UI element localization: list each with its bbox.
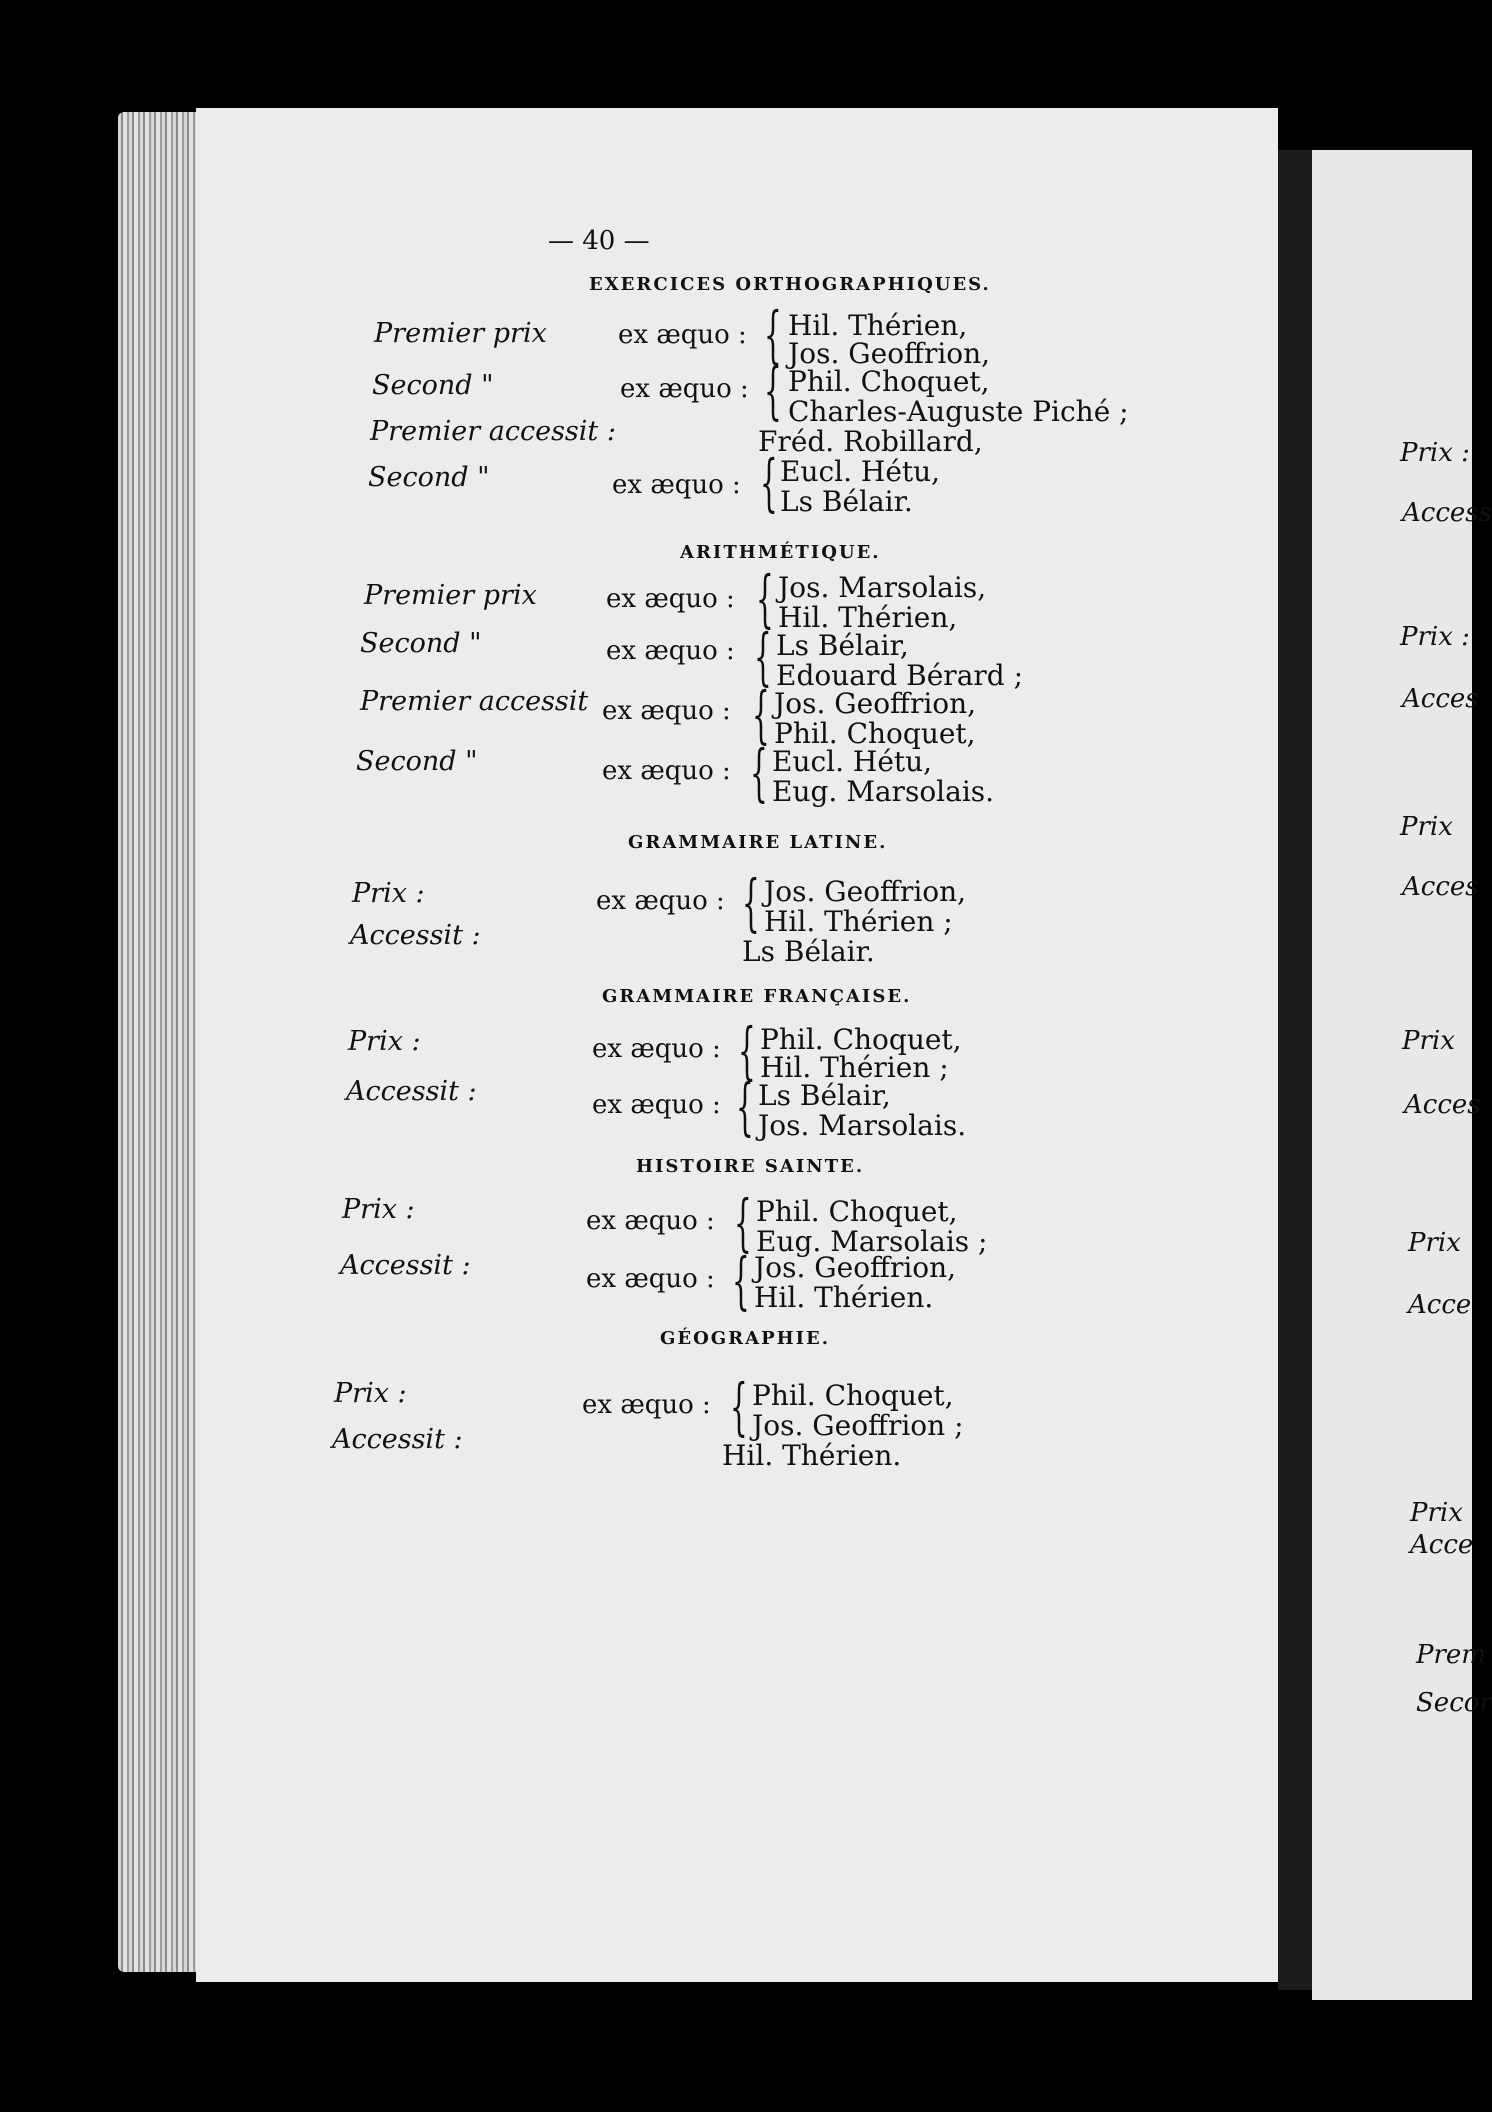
facing-page xyxy=(1312,150,1492,2000)
book-page xyxy=(196,108,1278,1982)
brace: { xyxy=(756,562,774,635)
name: Jos. Geoffrion, xyxy=(754,1251,957,1284)
name: Hil. Thérien. xyxy=(754,1281,934,1314)
name: Hil. Thérien. xyxy=(722,1439,902,1472)
facing-page-fragment: Prix : xyxy=(1400,622,1470,652)
section-heading: GÉOGRAPHIE. xyxy=(660,1328,831,1349)
ex-aequo-text: ex æquo : xyxy=(582,1390,711,1420)
ex-aequo-text: ex æquo : xyxy=(606,636,735,666)
row-label: Second " xyxy=(360,628,482,659)
name: Jos. Geoffrion ; xyxy=(752,1409,964,1442)
brace: { xyxy=(742,866,760,939)
name: Fréd. Robillard, xyxy=(758,425,983,458)
brace: { xyxy=(752,678,770,751)
facing-page-fragment: Prem xyxy=(1416,1640,1486,1670)
brace: { xyxy=(736,1070,754,1143)
row-label: Prix : xyxy=(342,1194,415,1225)
ex-aequo-text: ex æquo : xyxy=(606,584,735,614)
brace: { xyxy=(730,1370,748,1443)
name: Eug. Marsolais ; xyxy=(756,1225,988,1258)
ex-aequo-text: ex æquo : xyxy=(596,886,725,916)
facing-page-fragment: Acces xyxy=(1402,684,1479,714)
name: Hil. Thérien ; xyxy=(764,905,953,938)
brace: { xyxy=(732,1244,750,1317)
row-label: Premier accessit : xyxy=(370,416,616,447)
section-heading: ARITHMÉTIQUE. xyxy=(680,542,881,563)
brace: { xyxy=(738,1014,756,1087)
name: Jos. Geoffrion, xyxy=(764,875,967,908)
row-label: Premier prix xyxy=(364,580,537,611)
facing-page-fragment: Prix xyxy=(1400,812,1453,842)
page-number: — 40 — xyxy=(548,226,650,256)
ex-aequo-text: ex æquo : xyxy=(612,470,741,500)
section-heading: EXERCICES ORTHOGRAPHIQUES. xyxy=(589,274,991,295)
ex-aequo-text: ex æquo : xyxy=(586,1206,715,1236)
name: Jos. Geoffrion, xyxy=(788,337,991,370)
name: Edouard Bérard ; xyxy=(776,659,1024,692)
facing-page-fragment: Secor xyxy=(1416,1688,1492,1718)
facing-page-fragment: Acce xyxy=(1408,1290,1472,1320)
name: Charles-Auguste Piché ; xyxy=(788,395,1129,428)
facing-page-fragment: Prix xyxy=(1410,1498,1463,1528)
row-label: Accessit : xyxy=(350,920,481,951)
book-gutter xyxy=(1278,150,1312,1990)
name: Eucl. Hétu, xyxy=(772,745,933,778)
row-label: Prix : xyxy=(348,1026,421,1057)
name: Ls Bélair. xyxy=(780,485,913,518)
facing-page-fragment: Acces xyxy=(1402,872,1479,902)
row-label: Accessit : xyxy=(332,1424,463,1455)
row-label: Second " xyxy=(372,370,494,401)
ex-aequo-text: ex æquo : xyxy=(602,756,731,786)
row-label: Second " xyxy=(368,462,490,493)
brace: { xyxy=(750,736,768,809)
section-heading: GRAMMAIRE FRANÇAISE. xyxy=(602,986,912,1007)
ex-aequo-text: ex æquo : xyxy=(592,1090,721,1120)
ex-aequo-text: ex æquo : xyxy=(618,320,747,350)
section-heading: HISTOIRE SAINTE. xyxy=(636,1156,865,1177)
section-heading: GRAMMAIRE LATINE. xyxy=(628,832,888,853)
ex-aequo-text: ex æquo : xyxy=(586,1264,715,1294)
brace: { xyxy=(764,298,782,371)
ex-aequo-text: ex æquo : xyxy=(592,1034,721,1064)
name: Ls Bélair, xyxy=(776,629,909,662)
page-stack-edge xyxy=(118,112,198,1972)
name: Phil. Choquet, xyxy=(756,1195,958,1228)
facing-page-fragment: Acces xyxy=(1404,1090,1481,1120)
name: Eug. Marsolais. xyxy=(772,775,995,808)
name: Eucl. Hétu, xyxy=(780,455,941,488)
brace: { xyxy=(764,354,782,427)
facing-page-fragment: Acce xyxy=(1410,1530,1474,1560)
name: Jos. Marsolais. xyxy=(758,1109,967,1142)
brace: { xyxy=(754,620,772,693)
name: Phil. Choquet, xyxy=(788,365,990,398)
facing-page-fragment: Access xyxy=(1402,498,1492,528)
row-label: Premier prix xyxy=(374,318,547,349)
name: Hil. Thérien ; xyxy=(760,1051,949,1084)
row-label: Second " xyxy=(356,746,478,777)
name: Jos. Geoffrion, xyxy=(774,687,977,720)
name: Jos. Marsolais, xyxy=(778,571,987,604)
name: Hil. Thérien, xyxy=(778,601,958,634)
row-label: Accessit : xyxy=(340,1250,471,1281)
name: Ls Bélair. xyxy=(742,935,875,968)
name: Hil. Thérien, xyxy=(788,309,968,342)
ex-aequo-text: ex æquo : xyxy=(620,374,749,404)
ex-aequo-text: ex æquo : xyxy=(602,696,731,726)
name: Phil. Choquet, xyxy=(774,717,976,750)
name: Ls Bélair, xyxy=(758,1079,891,1112)
brace: { xyxy=(734,1186,752,1259)
brace: { xyxy=(760,446,778,519)
facing-page-fragment: Prix : xyxy=(1400,438,1470,468)
name: Phil. Choquet, xyxy=(760,1023,962,1056)
row-label: Prix : xyxy=(352,878,425,909)
row-label: Prix : xyxy=(334,1378,407,1409)
facing-page-fragment: Prix xyxy=(1402,1026,1455,1056)
facing-page-fragment: Prix xyxy=(1408,1228,1461,1258)
name: Phil. Choquet, xyxy=(752,1379,954,1412)
row-label: Premier accessit xyxy=(360,686,589,717)
row-label: Accessit : xyxy=(346,1076,477,1107)
